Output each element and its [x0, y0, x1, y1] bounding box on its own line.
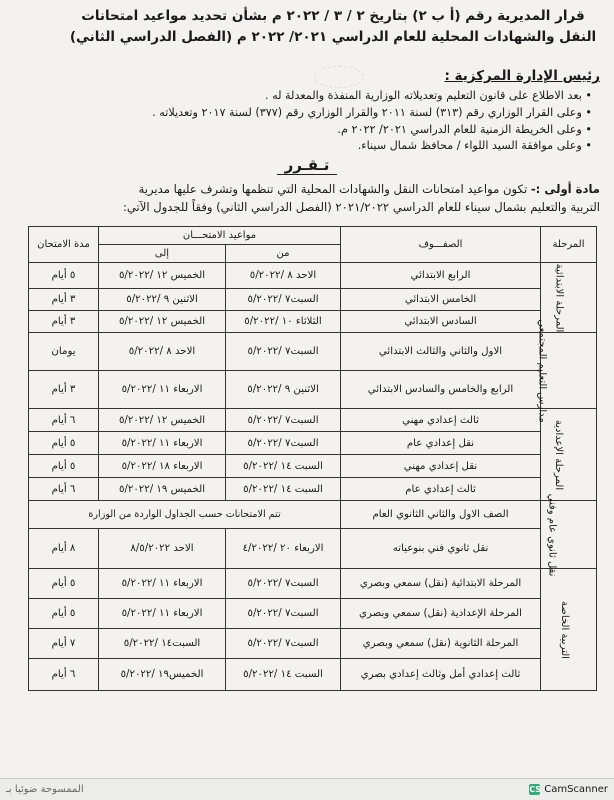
from-cell: السبت٧ /٥/٢٠٢٢ [226, 629, 341, 659]
table-row [29, 629, 597, 659]
table-row [29, 263, 597, 289]
to-cell: الخميس ١٩ /٥/٢٠٢٢ [99, 478, 226, 501]
duration-cell: يومان [29, 333, 99, 371]
duration-cell: ٣ أيام [29, 311, 99, 333]
article-one-text-1: تكون مواعيد امتحانات النقل والشهادات المحلية التي تنظمها وتشرف عليها مديرية [138, 182, 528, 196]
grade-cell: ثالث إعدادي أمل وثالث إعدادي بصري [341, 659, 541, 691]
stage-cell: المرحلة الإعدادية [541, 409, 597, 501]
grade-cell: الرابع الابتدائي [341, 263, 541, 289]
camscanner-logo-icon: CS [529, 785, 542, 794]
ministry-schedule-note: تتم الامتحانات حسب الجداول الواردة من الوزارة [29, 501, 341, 529]
duration-cell: ٥ أيام [29, 455, 99, 478]
scanned-with-label: الممسوحة ضوئيا بـ [6, 784, 84, 795]
from-cell: السبت٧ /٥/٢٠٢٢ [226, 599, 341, 629]
camscanner-logo-group [529, 784, 608, 795]
to-cell: الخميس ١٢ /٥/٢٠٢٢ [99, 409, 226, 432]
from-cell: السبت٧ /٥/٢٠٢٢ [226, 569, 341, 599]
duration-cell: ٦ أيام [29, 409, 99, 432]
table-row [29, 311, 597, 333]
table-row [29, 478, 597, 501]
preamble-list [70, 88, 592, 155]
grade-cell: المرحلة الابتدائية (نقل) سمعي وبصري [341, 569, 541, 599]
to-header: إلى [99, 245, 226, 263]
duration-cell: ٥ أيام [29, 569, 99, 599]
to-cell: الخميس١٩ /٥/٢٠٢٢ [99, 659, 226, 691]
table-row [29, 599, 597, 629]
duration-cell: ٥ أيام [29, 599, 99, 629]
grade-cell: المرحلة الثانوية (نقل) سمعي وبصري [341, 629, 541, 659]
camscanner-brand [6, 784, 84, 795]
duration-cell: ٧ أيام [29, 629, 99, 659]
from-cell: السبت ١٤ /٥/٢٠٢٢ [226, 478, 341, 501]
to-cell: الاربعاء ١١ /٥/٢٠٢٢ [99, 432, 226, 455]
stage-header: المرحلة [541, 227, 597, 263]
to-cell: السبت١٤ /٥/٢٠٢٢ [99, 629, 226, 659]
from-cell: السبت٧ /٥/٢٠٢٢ [226, 333, 341, 371]
table-row [29, 409, 597, 432]
preamble-item: • وعلى الخريطة الزمنية للعام الدراسي ٢٠٢١/ ٢٠٢٢ م. [70, 122, 592, 139]
grade-cell: نقل ثانوي فني بنوعياته [341, 529, 541, 569]
to-cell: الاربعاء ١٨ /٥/٢٠٢٢ [99, 455, 226, 478]
to-cell: الخميس ١٢ /٥/٢٠٢٢ [99, 311, 226, 333]
table-row [29, 659, 597, 691]
decision-title: تـقـرر [277, 156, 338, 175]
grade-cell: نقل إعدادي مهني [341, 455, 541, 478]
faint-stamp-mark [314, 66, 364, 88]
stage-cell: مدارس التعليم المجتمعي [541, 333, 597, 409]
table-row [29, 333, 597, 371]
from-header: من [226, 245, 341, 263]
article-one-label: مادة أولى :- [530, 182, 600, 196]
duration-cell: ٥ أيام [29, 432, 99, 455]
from-cell: السبت ١٤ /٥/٢٠٢٢ [226, 455, 341, 478]
grade-cell: السادس الابتدائي [341, 311, 541, 333]
article-one-text-2: التربية والتعليم بشمال سيناء للعام الدراسي ٢٠٢١/٢٠٢٢ (الفصل الدراسي الثاني) وفقاً للجدول الآتي: [122, 199, 600, 214]
from-cell: السبت ١٤ /٥/٢٠٢٢ [226, 659, 341, 691]
to-cell: الاربعاء ١١ /٥/٢٠٢٢ [99, 599, 226, 629]
table-row [29, 432, 597, 455]
article-one [24, 181, 600, 216]
duration-cell: ٣ أيام [29, 371, 99, 409]
grade-cell: المرحلة الإعدادية (نقل) سمعي وبصري [341, 599, 541, 629]
table-row [29, 455, 597, 478]
table-row [29, 501, 597, 529]
article-one-line-1 [24, 181, 600, 199]
camscanner-app-name: CamScanner [544, 784, 608, 795]
central-administration-heading: رئيس الإدارة المركزية : [444, 68, 600, 84]
duration-cell: ٨ أيام [29, 529, 99, 569]
grade-cell: نقل إعدادي عام [341, 432, 541, 455]
duration-header: مدة الامتحان [29, 227, 99, 263]
duration-cell: ٥ أيام [29, 263, 99, 289]
from-cell: السبت٧ /٥/٢٠٢٢ [226, 289, 341, 311]
table-row [29, 569, 597, 599]
duration-cell: ٣ أيام [29, 289, 99, 311]
stage-cell: التربية الخاصة [541, 569, 597, 691]
duration-cell: ٦ أيام [29, 659, 99, 691]
duration-cell: ٦ أيام [29, 478, 99, 501]
from-cell: السبت٧ /٥/٢٠٢٢ [226, 409, 341, 432]
title-line-2: النقل والشهادات المحلية للعام الدراسي ٢٠٢١/ ٢٠٢٢ م (الفصل الدراسي الثاني) [69, 29, 597, 45]
dates-header: مواعيد الامتحـــان [99, 227, 341, 245]
decision-heading [0, 156, 614, 174]
grade-cell: الاول والثاني والثالث الابتدائي [341, 333, 541, 371]
from-cell: السبت٧ /٥/٢٠٢٢ [226, 432, 341, 455]
grade-cell: الصف الاول والثاني الثانوي العام [341, 501, 541, 529]
from-cell: الاثنين ٩ /٥/٢٠٢٢ [226, 371, 341, 409]
grade-cell: الرابع والخامس والسادس الابتدائي [341, 371, 541, 409]
grade-cell: ثالث إعدادي مهني [341, 409, 541, 432]
to-cell: الاثنين ٩ /٥/٢٠٢٢ [99, 289, 226, 311]
title-line-1: قرار المديرية رقم (أ ب ٢) بتاريخ ٢ / ٣ / ٢٠٢٢ م بشأن تحديد مواعيد امتحانات [81, 8, 585, 24]
document-title [60, 6, 606, 48]
preamble-item: • وعلى موافقة السيد اللواء / محافظ شمال سيناء. [70, 138, 592, 155]
from-cell: الثلاثاء ١٠ /٥/٢٠٢٢ [226, 311, 341, 333]
header-row [29, 227, 597, 245]
stage-cell: نقل ثانوي عام وفني [541, 501, 597, 569]
stage-cell: المرحلة الابتدائية [541, 263, 597, 333]
preamble-item: • وعلى القرار الوزاري رقم (٣١٣) لسنة ٢٠١١ والقرار الوزاري رقم (٣٧٧) لسنة ٢٠١٧ وتعديلاته . [70, 105, 592, 122]
exam-schedule-table [28, 226, 597, 691]
grades-header: الصفـــوف [341, 227, 541, 263]
to-cell: الاربعاء ١١ /٥/٢٠٢٢ [99, 371, 226, 409]
grade-cell: الخامس الابتدائي [341, 289, 541, 311]
to-cell: الاحد ٨/٥/٢٠٢٢ [99, 529, 226, 569]
to-cell: الخميس ١٢ /٥/٢٠٢٢ [99, 263, 226, 289]
camscanner-footer-bar [0, 778, 614, 800]
from-cell: الاربعاء ٢٠ /٤/٢٠٢٢ [226, 529, 341, 569]
table-row [29, 289, 597, 311]
from-cell: الاحد ٨ /٥/٢٠٢٢ [226, 263, 341, 289]
grade-cell: ثالث إعدادي عام [341, 478, 541, 501]
to-cell: الاربعاء ١١ /٥/٢٠٢٢ [99, 569, 226, 599]
preamble-item: • بعد الاطلاع على قانون التعليم وتعديلاته الوزارية المنفذة والمعدلة له . [70, 88, 592, 105]
to-cell: الاحد ٨ /٥/٢٠٢٢ [99, 333, 226, 371]
